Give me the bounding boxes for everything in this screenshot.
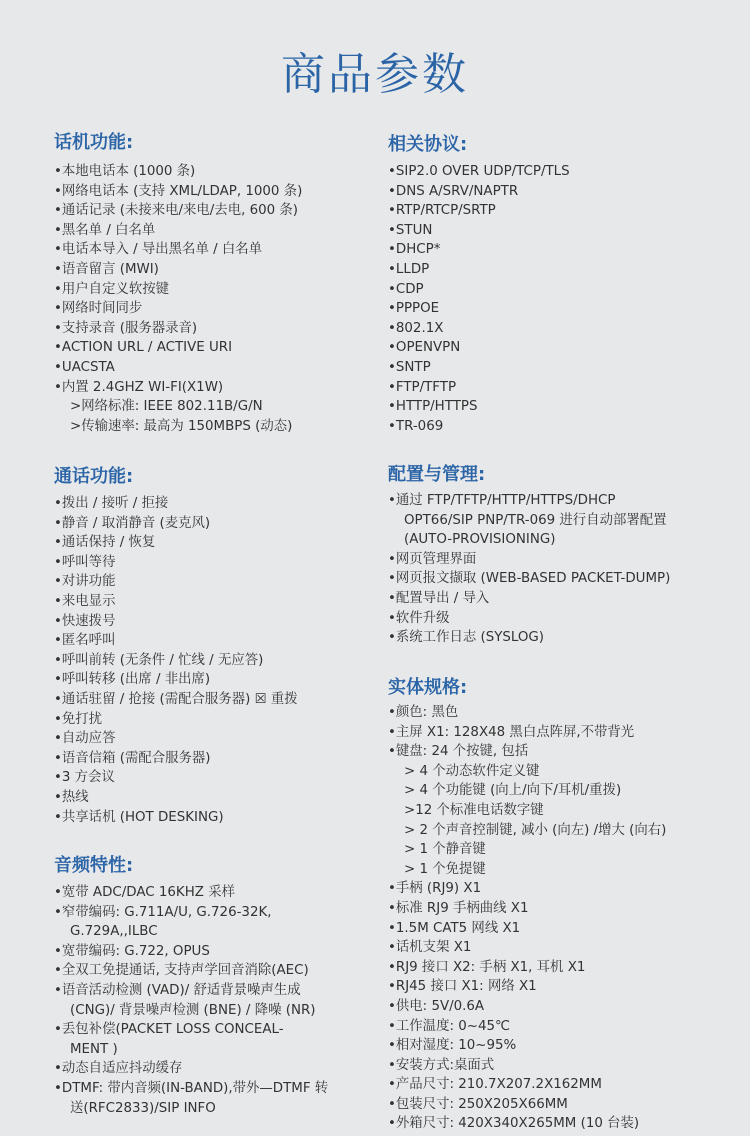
spec-item: •免打扰 <box>54 711 103 727</box>
spec-item: •拨出 / 接听 / 拒接 <box>54 496 169 511</box>
spec-item: •宽带 ADC/DAC 16KHZ 采样 <box>54 885 235 900</box>
spec-item: •RJ45 接口 X1: 网络 X1 <box>388 979 537 995</box>
list-call-features <box>54 494 298 827</box>
spec-item: •OPENVPN <box>388 340 461 356</box>
section-title-config-management: 配置与管理: <box>388 464 486 485</box>
spec-item: •宽带编码: G.722, OPUS <box>54 943 210 959</box>
spec-item: MENT ) <box>70 1041 118 1057</box>
spec-item: •RJ9 接口 X2: 手柄 X1, 耳机 X1 <box>388 959 586 975</box>
spec-item: •FTP/TFTP <box>388 379 457 395</box>
spec-item: •供电: 5V/0.6A <box>388 998 485 1014</box>
spec-item: •语音信箱 (需配合服务器) <box>54 750 211 766</box>
spec-item: •网页报文撷取 (WEB-BASED PACKET-DUMP) <box>388 571 671 587</box>
spec-item: •本地电话本 (1000 条) <box>54 164 196 179</box>
spec-item: •主屏 X1: 128X48 黑白点阵屏,不带背光 <box>388 724 635 740</box>
spec-item: •手柄 (RJ9) X1 <box>388 881 482 897</box>
spec-item: •标准 RJ9 手柄曲线 X1 <box>388 900 529 916</box>
spec-item: •语音留言 (MWI) <box>54 261 159 277</box>
spec-item: •语音活动检测 (VAD)/ 舒适背景噪声生成 <box>54 982 301 998</box>
spec-item: •自动应答 <box>54 731 116 747</box>
spec-item: •网页管理界面 <box>388 551 477 567</box>
spec-item: •颜色: 黑色 <box>388 705 459 720</box>
spec-item: •内置 2.4GHZ WI-FI(X1W) <box>54 379 224 395</box>
spec-item: •通过 FTP/TFTP/HTTP/HTTPS/DHCP <box>388 493 616 508</box>
spec-item: •PPPOE <box>388 301 440 317</box>
list-config-management <box>388 491 670 648</box>
spec-item: •热线 <box>54 789 89 805</box>
spec-item: (AUTO-PROVISIONING) <box>404 532 556 548</box>
spec-item: •用户自定义软按键 <box>54 281 170 297</box>
spec-item: •DNS A/SRV/NAPTR <box>388 183 519 199</box>
spec-item: •快速拨号 <box>54 613 116 629</box>
spec-item: •静音 / 取消静音 (麦克风) <box>54 515 211 531</box>
spec-item: •工作温度: 0~45℃ <box>388 1018 511 1034</box>
spec-item: •SIP2.0 OVER UDP/TCP/TLS <box>388 164 570 179</box>
spec-item: •LLDP <box>388 261 430 277</box>
section-title-protocols: 相关协议: <box>388 134 468 155</box>
spec-item: (CNG)/ 背景噪声检测 (BNE) / 降噪 (NR) <box>70 1002 316 1018</box>
spec-item: •相对湿度: 10~95% <box>388 1038 517 1054</box>
spec-item: •丢包补偿(PACKET LOSS CONCEAL- <box>54 1022 284 1038</box>
spec-item: •匿名呼叫 <box>54 633 116 649</box>
spec-item: •键盘: 24 个按键, 包括 <box>388 744 529 760</box>
spec-item: •窄带编码: G.711A/U, G.726-32K, <box>54 904 272 920</box>
spec-item: •网络电话本 (支持 XML/LDAP, 1000 条) <box>54 183 303 199</box>
spec-item: > 4 个动态软件定义键 <box>404 763 540 779</box>
spec-item: •3 方会议 <box>54 770 115 786</box>
spec-item: G.729A,,ILBC <box>70 924 158 940</box>
spec-item: •CDP <box>388 281 424 297</box>
spec-item: •通话记录 (未接来电/来电/去电, 600 条) <box>54 203 299 219</box>
spec-item: •产品尺寸: 210.7X207.2X162MM <box>388 1077 602 1093</box>
spec-item: •通话保持 / 恢复 <box>54 535 156 551</box>
spec-item: •UACSTA <box>54 359 115 375</box>
spec-item: •系统工作日志 (SYSLOG) <box>388 630 545 646</box>
spec-item: •DTMF: 带内音频(IN-BAND),带外—DTMF 转 <box>54 1080 329 1096</box>
spec-item: •呼叫等待 <box>54 554 116 570</box>
spec-item: •网络时间同步 <box>54 301 143 317</box>
spec-item: OPT66/SIP PNP/TR-069 进行自动部署配置 <box>404 512 667 528</box>
spec-item: > 2 个声音控制键, 减小 (向左) /增大 (向右) <box>404 822 667 838</box>
spec-item: > 4 个功能键 (向上/向下/耳机/重拨) <box>404 783 622 799</box>
spec-item: >传输速率: 最高为 150MBPS (动态) <box>70 418 293 434</box>
spec-item: •黑名单 / 白名单 <box>54 222 156 238</box>
spec-item: •呼叫前转 (无条件 / 忙线 / 无应答) <box>54 652 264 668</box>
page-title: 商品参数 <box>281 49 469 100</box>
spec-item: •支持录音 (服务器录音) <box>54 320 198 336</box>
section-title-phone-features: 话机功能: <box>54 132 134 153</box>
spec-item: >12 个标准电话数字键 <box>404 802 544 818</box>
spec-item: •HTTP/HTTPS <box>388 399 478 415</box>
spec-item: •来电显示 <box>54 593 116 609</box>
spec-item: •电话本导入 / 导出黑名单 / 白名单 <box>54 242 263 258</box>
spec-item: •软件升级 <box>388 610 450 626</box>
spec-item: •SNTP <box>388 359 431 375</box>
spec-item: •ACTION URL / ACTIVE URI <box>54 340 233 356</box>
spec-item: •包装尺寸: 250X205X66MM <box>388 1096 568 1112</box>
section-title-call-features: 通话功能: <box>54 466 134 487</box>
spec-item: •对讲功能 <box>54 574 116 590</box>
spec-item: >网络标准: IEEE 802.11B/G/N <box>70 399 263 415</box>
spec-item: •通话驻留 / 抢接 (需配合服务器) ☒ 重拨 <box>54 691 298 707</box>
spec-item: •802.1X <box>388 320 444 336</box>
spec-item: > 1 个免提键 <box>404 861 486 877</box>
spec-item: •呼叫转移 (出席 / 非出席) <box>54 672 211 688</box>
list-audio-features <box>54 883 328 1118</box>
spec-item: •1.5M CAT5 网线 X1 <box>388 920 521 936</box>
section-title-physical-specs: 实体规格: <box>388 677 468 698</box>
spec-item: 送(RFC2833)/SIP INFO <box>70 1100 216 1116</box>
spec-item: •TR-069 <box>388 418 444 434</box>
spec-item: •RTP/RTCP/SRTP <box>388 203 496 219</box>
spec-item: •全双工免提通话, 支持声学回音消除(AEC) <box>54 963 309 979</box>
spec-item: •DHCP* <box>388 242 441 258</box>
spec-item: •外箱尺寸: 420X340X265MM (10 台装) <box>388 1116 640 1132</box>
list-phone-features <box>54 162 302 436</box>
section-title-audio-features: 音频特性: <box>54 855 134 876</box>
spec-item: > 1 个静音键 <box>404 842 486 858</box>
spec-item: •STUN <box>388 222 433 238</box>
spec-item: •安装方式:桌面式 <box>388 1057 495 1073</box>
spec-item: •话机支架 X1 <box>388 940 472 956</box>
list-physical-specs <box>388 703 666 1134</box>
list-protocols <box>388 162 570 436</box>
spec-item: •动态自适应抖动缓存 <box>54 1061 183 1077</box>
spec-item: •共享话机 (HOT DESKING) <box>54 809 224 825</box>
spec-item: •配置导出 / 导入 <box>388 590 490 606</box>
